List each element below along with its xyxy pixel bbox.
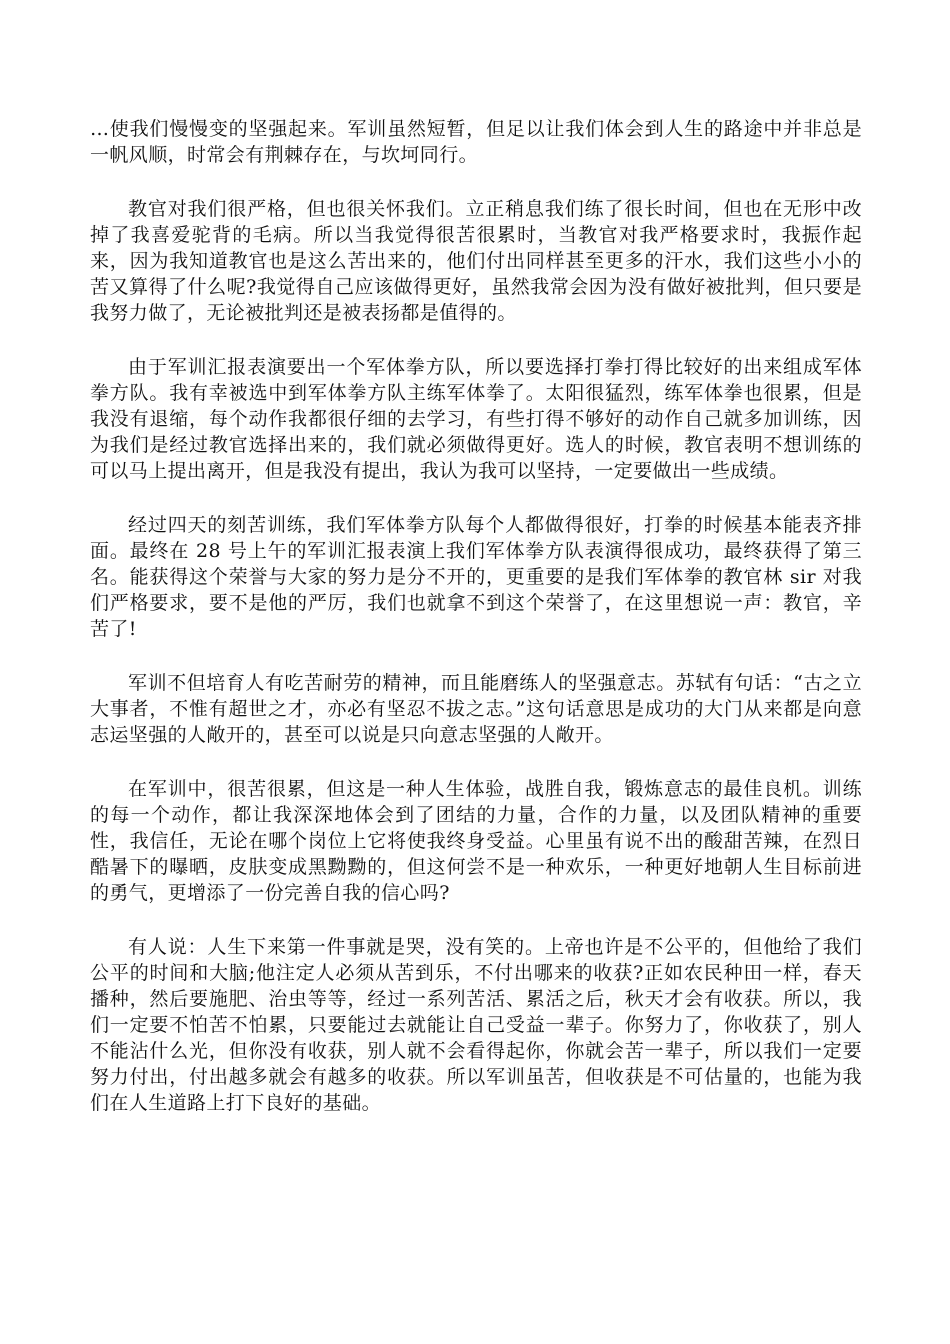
paragraph-7: 有人说：人生下来第一件事就是哭，没有笑的。上帝也许是不公平的，但他给了我们公平的时间和大脑;他注定人必须从苦到乐，不付出哪来的收获?正如农民种田一样，春天播种，然后要施肥、治虫等等，经过一系列苦活、累活之后，秋天才会有收获。所以，我们一定要不怕苦不怕累，只要能过去就能让自己受益一辈子。你努力了，你收获了，别人不能沾什么光，但你没有收获，别人就不会看得起你，你就会苦一辈子，所以我们一定要努力付出，付出越多就会有越多的收获。所以军训虽苦，但收获是不可估量的，也能为我们在人生道路上打下良好的基础。: [90, 936, 862, 1114]
paragraph-3: 由于军训汇报表演要出一个军体拳方队，所以要选择打拳打得比较好的出来组成军体拳方队。我有幸被选中到军体拳方队主练军体拳了。太阳很猛烈，练军体拳也很累，但是我没有退缩，每个动作我都很仔细的去学习，有些打得不够好的动作自己就多加训练，因为我们是经过教官选择出来的，我们就必须做得更好。选人的时候，教官表明不想训练的可以马上提出离开，但是我没有提出，我认为我可以坚持，一定要做出一些成绩。: [90, 356, 862, 482]
paragraph-6: 在军训中，很苦很累，但这是一种人生体验，战胜自我，锻炼意志的最佳良机。训练的每一个动作，都让我深深地体会到了团结的力量，合作的力量，以及团队精神的重要性，我信任，无论在哪个岗位上它将使我终身受益。心里虽有说不出的酸甜苦辣，在烈日酷暑下的曝晒，皮肤变成黑黝黝的，但这何尝不是一种欢乐，一种更好地朝人生目标前进的勇气，更增添了一份完善自我的信心吗?: [90, 778, 862, 904]
paragraph-2: 教官对我们很严格，但也很关怀我们。立正稍息我们练了很长时间，但也在无形中改掉了我喜爱驼背的毛病。所以当我觉得很苦很累时，当教官对我严格要求时，我振作起来，因为我知道教官也是这么苦出来的，他们付出同样甚至更多的汗水，我们这些小小的苦又算得了什么呢?我觉得自己应该做得更好，虽然我常会因为没有做好被批判，但只要是我努力做了，无论被批判还是被表扬都是值得的。: [90, 198, 862, 324]
paragraph-5: 军训不但培育人有吃苦耐劳的精神，而且能磨练人的坚强意志。苏轼有句话：“古之立大事者，不惟有超世之才，亦必有坚忍不拔之志。”这句话意思是成功的大门从来都是向意志运坚强的人敞开的，甚至可以说是只向意志坚强的人敞开。: [90, 672, 862, 746]
paragraph-1: …使我们慢慢变的坚强起来。军训虽然短暂，但足以让我们体会到人生的路途中并非总是一帆风顺，时常会有荆棘存在，与坎坷同行。: [90, 118, 862, 166]
document-body: [90, 116, 862, 1144]
paragraph-4: 经过四天的刻苦训练，我们军体拳方队每个人都做得很好，打拳的时候基本能表齐排面。最终在 28 号上午的军训汇报表演上我们军体拳方队表演得很成功，最终获得了第三名。能获得这个荣誉与大家的努力是分不开的，更重要的是我们军体拳的教官林 sir 对我们严格要求，要不是他的严厉，我们也就拿不到这个荣誉了，在这里想说一声：教官，辛苦了!: [90, 514, 862, 640]
